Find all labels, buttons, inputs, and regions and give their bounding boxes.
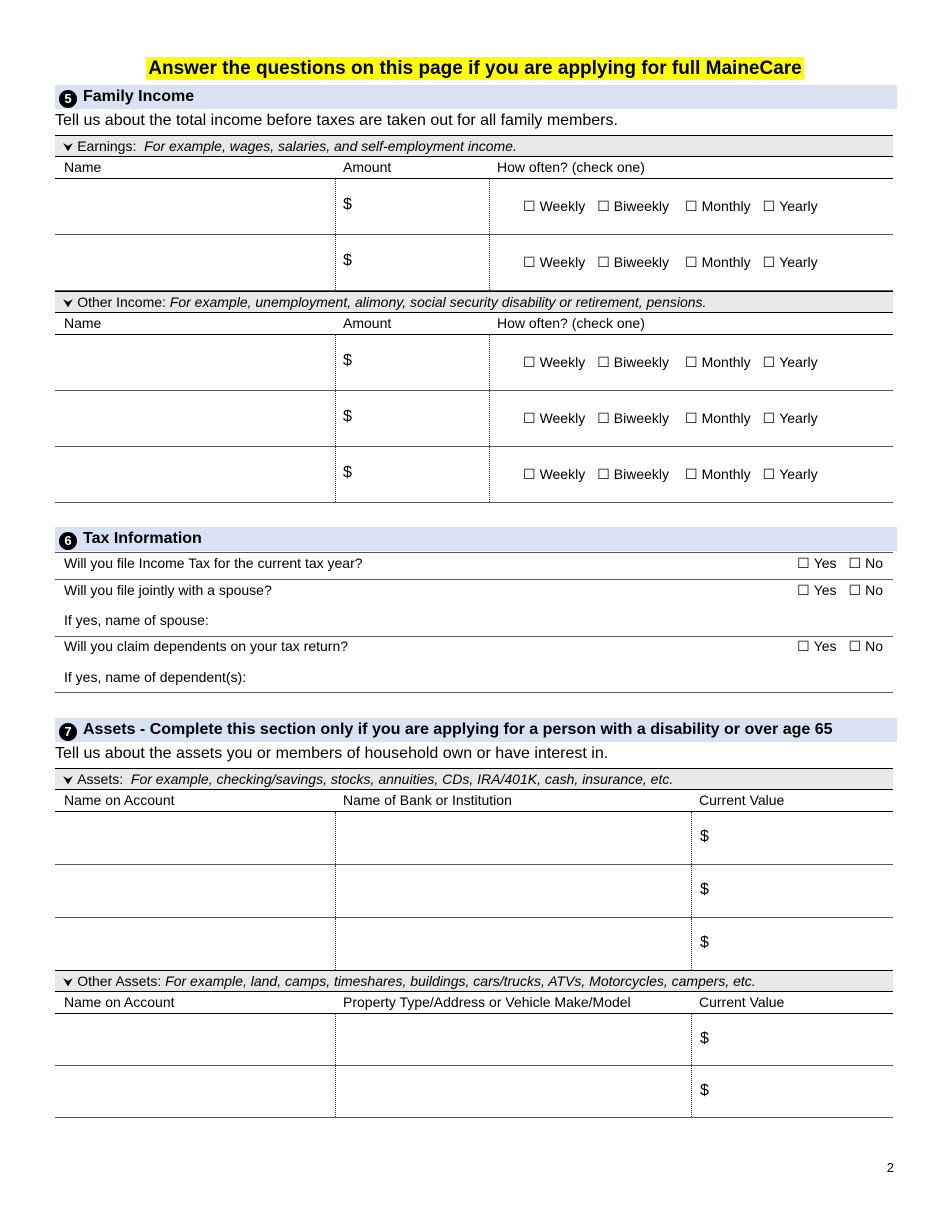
frequency-option[interactable] xyxy=(685,410,751,427)
dollar-sign: $ xyxy=(343,464,352,481)
page-number: 2 xyxy=(886,1160,894,1175)
checkbox-icon: ☐ xyxy=(597,466,610,482)
assets-intro: Tell us about the assets you or members of household own or have interest in. xyxy=(55,745,609,762)
dollar-sign: $ xyxy=(700,1082,709,1099)
divider xyxy=(489,335,490,390)
divider xyxy=(691,865,692,917)
frequency-option[interactable] xyxy=(685,254,751,271)
frequency-option[interactable] xyxy=(763,254,818,271)
divider xyxy=(55,636,893,637)
other-assets-subheader xyxy=(55,970,893,992)
institution-field[interactable] xyxy=(336,1014,691,1065)
dollar-sign: $ xyxy=(343,252,352,269)
banner-text: Answer the questions on this page if you are applying for full MaineCare xyxy=(148,58,802,79)
frequency-label: Biweekly xyxy=(613,410,670,426)
name-field[interactable] xyxy=(55,335,335,390)
divider xyxy=(55,579,893,580)
earnings-example: For example, wages, salaries, and self-employment income. xyxy=(144,138,517,154)
checkbox-icon: ☐ xyxy=(848,582,862,598)
dollar-sign: $ xyxy=(700,1030,709,1047)
section-number-icon: 6 xyxy=(59,532,77,550)
earnings-subheader xyxy=(55,135,893,157)
checkbox-icon: ☐ xyxy=(762,410,776,426)
checkbox-icon: ☐ xyxy=(597,198,610,214)
checkbox-icon: ☐ xyxy=(597,354,610,370)
frequency-label: Biweekly xyxy=(613,466,670,482)
checkbox-icon: ☐ xyxy=(762,198,776,214)
divider xyxy=(335,1014,336,1065)
dollar-sign: $ xyxy=(700,881,709,898)
checkbox-icon: ☐ xyxy=(523,354,536,370)
asset-row xyxy=(55,918,893,971)
frequency-label: Yearly xyxy=(779,410,818,426)
amount-field[interactable] xyxy=(336,391,488,446)
account-name-field[interactable] xyxy=(55,918,335,970)
name-field[interactable] xyxy=(55,447,335,502)
divider xyxy=(691,918,692,970)
other-assets-example: For example, land, camps, timeshares, buildings, cars/trucks, ATVs, Motorcycles, campers, etc. xyxy=(165,973,756,989)
account-name-field[interactable] xyxy=(55,812,335,864)
frequency-label: Yearly xyxy=(779,198,818,214)
frequency-options xyxy=(523,466,818,483)
frequency-label: Monthly xyxy=(701,354,751,370)
section-number-icon: 5 xyxy=(59,90,77,108)
frequency-option[interactable] xyxy=(523,410,585,427)
checkbox-icon: ☐ xyxy=(523,466,536,482)
divider xyxy=(691,1014,692,1065)
no-label: No xyxy=(865,555,883,571)
section-title: Assets - Complete this section only if you are applying for a person with a disability or over age 65 xyxy=(83,721,833,738)
frequency-option[interactable] xyxy=(523,254,585,271)
divider xyxy=(489,235,490,290)
section-title: Tax Information xyxy=(83,530,202,547)
other-income-example: For example, unemployment, alimony, social security disability or retirement, pensions. xyxy=(169,294,707,310)
col-property: Property Type/Address or Vehicle Make/Model xyxy=(343,994,631,1010)
amount-field[interactable] xyxy=(336,447,488,502)
arrow-icon: ⮟ xyxy=(63,773,74,787)
tax-q3-no[interactable] xyxy=(849,638,883,655)
income-row xyxy=(55,391,893,447)
income-row xyxy=(55,179,893,235)
frequency-label: Weekly xyxy=(539,354,586,370)
frequency-option[interactable] xyxy=(597,198,669,215)
frequency-options xyxy=(523,254,818,271)
checkbox-icon: ☐ xyxy=(797,638,810,654)
amount-field[interactable] xyxy=(336,179,488,234)
frequency-option[interactable] xyxy=(597,410,669,427)
frequency-label: Weekly xyxy=(539,198,586,214)
checkbox-icon: ☐ xyxy=(762,254,776,270)
checkbox-icon: ☐ xyxy=(523,410,536,426)
frequency-label: Monthly xyxy=(701,198,751,214)
frequency-label: Biweekly xyxy=(613,254,670,270)
section-number-icon: 7 xyxy=(59,723,77,741)
dependents-name-label: If yes, name of dependent(s): xyxy=(64,669,247,685)
checkbox-icon: ☐ xyxy=(597,410,610,426)
divider xyxy=(691,812,692,864)
col-frequency: How often? (check one) xyxy=(497,315,645,331)
frequency-option[interactable] xyxy=(763,410,818,427)
assets-subheader xyxy=(55,768,893,790)
checkbox-icon: ☐ xyxy=(685,466,698,482)
divider xyxy=(335,1066,336,1117)
family-income-header xyxy=(55,85,897,109)
col-amount: Amount xyxy=(343,159,392,175)
frequency-label: Monthly xyxy=(701,254,751,270)
arrow-icon: ⮟ xyxy=(63,975,74,989)
income-row xyxy=(55,335,893,391)
asset-row xyxy=(55,1066,893,1118)
income-row xyxy=(55,447,893,503)
tax-q2-yes[interactable] xyxy=(797,582,836,599)
divider xyxy=(489,391,490,446)
other-income-label: Other Income: xyxy=(77,294,166,310)
yes-label: Yes xyxy=(813,555,837,571)
col-account: Name on Account xyxy=(64,792,175,808)
tax-q3-yes[interactable] xyxy=(797,638,836,655)
tax-q1-no[interactable] xyxy=(849,555,883,572)
frequency-label: Yearly xyxy=(779,354,818,370)
frequency-label: Monthly xyxy=(701,410,751,426)
tax-q3: Will you claim dependents on your tax return? xyxy=(64,638,349,654)
no-label: No xyxy=(865,638,883,654)
yes-label: Yes xyxy=(813,582,837,598)
frequency-label: Biweekly xyxy=(613,354,670,370)
frequency-label: Weekly xyxy=(539,466,586,482)
family-income-intro: Tell us about the total income before taxes are taken out for all family members. xyxy=(55,112,618,129)
other-assets-column-header xyxy=(55,992,893,1014)
section-title: Family Income xyxy=(83,88,195,105)
account-name-field[interactable] xyxy=(55,1014,335,1065)
frequency-options xyxy=(523,410,818,427)
asset-row xyxy=(55,1014,893,1066)
page-banner xyxy=(55,58,895,80)
checkbox-icon: ☐ xyxy=(797,582,810,598)
tax-q2-no[interactable] xyxy=(849,582,883,599)
checkbox-icon: ☐ xyxy=(797,555,810,571)
frequency-option[interactable] xyxy=(763,354,818,371)
divider xyxy=(55,692,893,693)
frequency-label: Monthly xyxy=(701,466,751,482)
other-income-subheader xyxy=(55,291,893,313)
frequency-option[interactable] xyxy=(763,466,818,483)
frequency-label: Yearly xyxy=(779,254,818,270)
checkbox-icon: ☐ xyxy=(685,410,698,426)
frequency-option[interactable] xyxy=(763,198,818,215)
amount-field[interactable] xyxy=(336,335,488,390)
frequency-option[interactable] xyxy=(597,466,669,483)
arrow-icon: ⮟ xyxy=(63,296,74,310)
frequency-options xyxy=(523,198,818,215)
checkbox-icon: ☐ xyxy=(685,254,698,270)
frequency-option[interactable] xyxy=(685,198,751,215)
assets-label: Assets: xyxy=(77,771,124,787)
tax-info-header xyxy=(55,527,897,551)
income-row xyxy=(55,235,893,291)
assets-header xyxy=(55,718,897,742)
dollar-sign: $ xyxy=(343,352,352,369)
frequency-option[interactable] xyxy=(685,466,751,483)
account-name-field[interactable] xyxy=(55,1066,335,1117)
dollar-sign: $ xyxy=(343,196,352,213)
frequency-label: Weekly xyxy=(539,254,586,270)
dollar-sign: $ xyxy=(700,934,709,951)
tax-q1: Will you file Income Tax for the current tax year? xyxy=(64,555,363,571)
account-name-field[interactable] xyxy=(55,865,335,917)
col-name: Name xyxy=(64,315,102,331)
checkbox-icon: ☐ xyxy=(523,198,536,214)
earnings-column-header xyxy=(55,157,893,179)
institution-field[interactable] xyxy=(336,918,691,970)
checkbox-icon: ☐ xyxy=(597,254,610,270)
frequency-option[interactable] xyxy=(597,254,669,271)
tax-q2: Will you file jointly with a spouse? xyxy=(64,582,272,598)
col-amount: Amount xyxy=(343,315,392,331)
checkbox-icon: ☐ xyxy=(685,354,698,370)
col-value: Current Value xyxy=(699,994,785,1010)
institution-field[interactable] xyxy=(336,865,691,917)
col-name: Name xyxy=(64,159,102,175)
divider xyxy=(691,1066,692,1117)
frequency-option[interactable] xyxy=(523,354,585,371)
yes-label: Yes xyxy=(813,638,837,654)
value-field[interactable] xyxy=(692,1014,892,1065)
dollar-sign: $ xyxy=(343,408,352,425)
divider xyxy=(335,918,336,970)
col-frequency: How often? (check one) xyxy=(497,159,645,175)
frequency-option[interactable] xyxy=(523,466,585,483)
name-field[interactable] xyxy=(55,391,335,446)
divider xyxy=(489,447,490,502)
tax-q1-yes[interactable] xyxy=(797,555,836,572)
institution-field[interactable] xyxy=(336,1066,691,1117)
checkbox-icon: ☐ xyxy=(762,354,776,370)
amount-field[interactable] xyxy=(336,235,488,290)
checkbox-icon: ☐ xyxy=(848,638,862,654)
name-field[interactable] xyxy=(55,235,335,290)
no-label: No xyxy=(865,582,883,598)
frequency-option[interactable] xyxy=(523,198,585,215)
value-field[interactable] xyxy=(692,918,892,970)
frequency-options xyxy=(523,354,818,371)
divider xyxy=(489,179,490,234)
asset-row xyxy=(55,812,893,865)
checkbox-icon: ☐ xyxy=(685,198,698,214)
frequency-label: Yearly xyxy=(779,466,818,482)
frequency-label: Weekly xyxy=(539,410,586,426)
other-income-column-header xyxy=(55,313,893,335)
earnings-label: Earnings: xyxy=(77,138,137,154)
frequency-label: Biweekly xyxy=(613,198,670,214)
name-field[interactable] xyxy=(55,179,335,234)
asset-row xyxy=(55,865,893,918)
frequency-option[interactable] xyxy=(685,354,751,371)
value-field[interactable] xyxy=(692,812,892,864)
frequency-option[interactable] xyxy=(597,354,669,371)
value-field[interactable] xyxy=(692,1066,892,1117)
divider xyxy=(335,865,336,917)
col-bank: Name of Bank or Institution xyxy=(343,792,512,808)
other-assets-label: Other Assets: xyxy=(77,973,162,989)
col-account: Name on Account xyxy=(64,994,175,1010)
assets-column-header xyxy=(55,790,893,812)
institution-field[interactable] xyxy=(336,812,691,864)
spouse-name-label: If yes, name of spouse: xyxy=(64,612,209,628)
checkbox-icon: ☐ xyxy=(762,466,776,482)
divider xyxy=(335,812,336,864)
divider xyxy=(55,552,893,553)
checkbox-icon: ☐ xyxy=(523,254,536,270)
dollar-sign: $ xyxy=(700,828,709,845)
value-field[interactable] xyxy=(692,865,892,917)
assets-example: For example, checking/savings, stocks, annuities, CDs, IRA/401K, cash, insurance, etc. xyxy=(130,771,674,787)
arrow-icon: ⮟ xyxy=(63,140,74,154)
checkbox-icon: ☐ xyxy=(848,555,862,571)
col-value: Current Value xyxy=(699,792,785,808)
